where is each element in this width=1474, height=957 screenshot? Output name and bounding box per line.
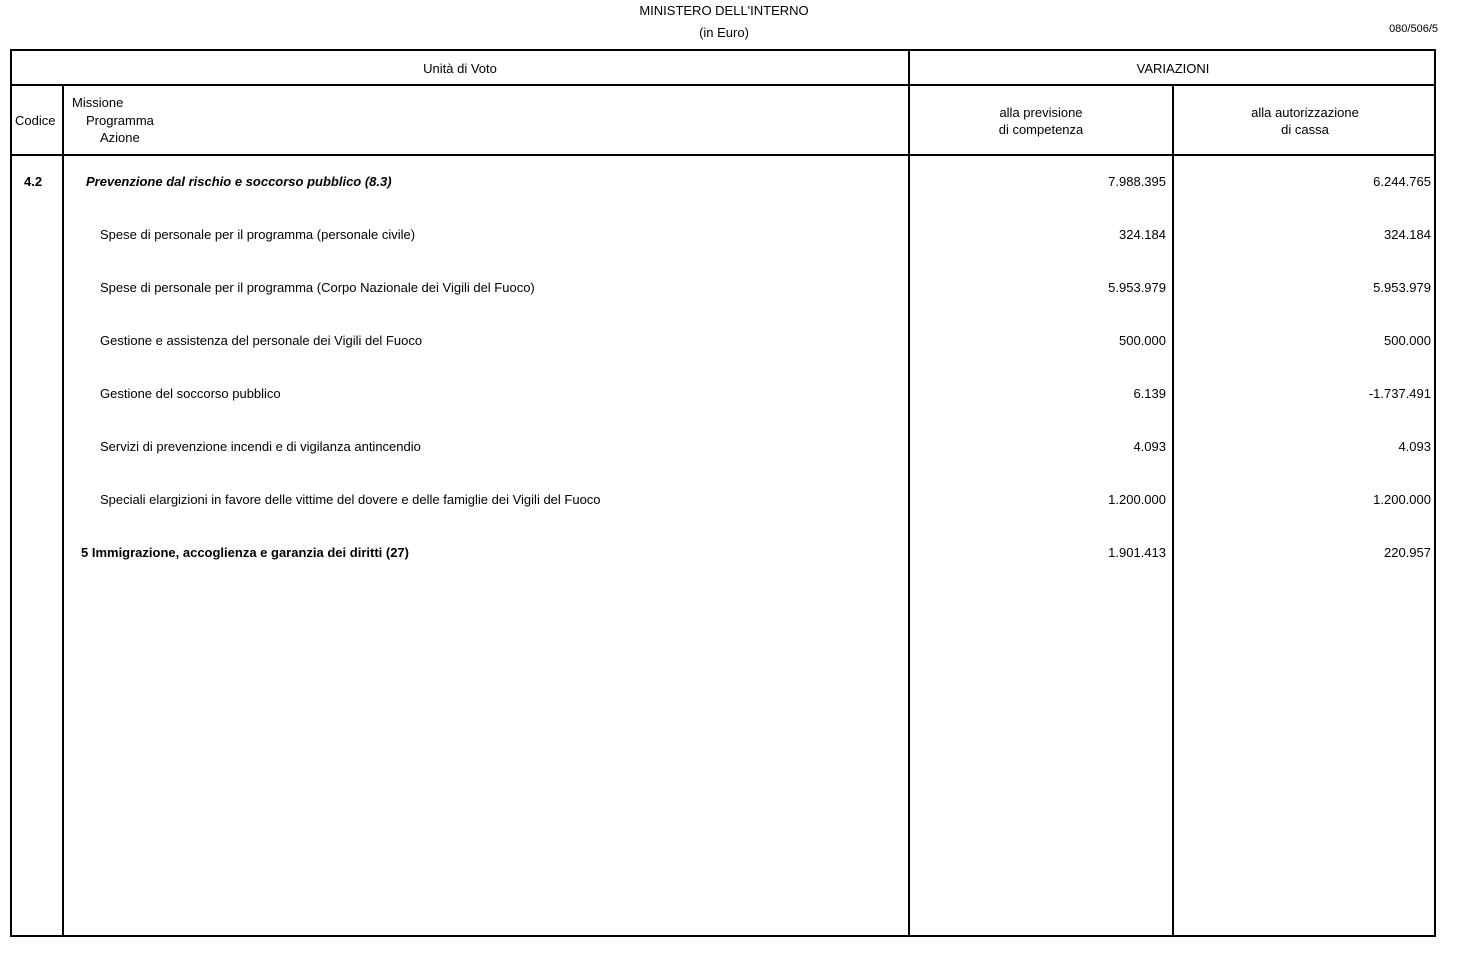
row-previsione: 4.093: [1133, 439, 1166, 454]
header-previsione-line2: di competenza: [998, 122, 1084, 137]
header-divider-top: [10, 84, 1436, 86]
header-missione: Missione: [72, 95, 124, 110]
row-label-azione: Servizi di prevenzione incendi e di vigilanza antincendio: [100, 439, 421, 454]
row-cassa: 220.957: [1384, 545, 1431, 560]
row-previsione: 5.953.979: [1108, 280, 1166, 295]
header-variazioni: VARIAZIONI: [1136, 61, 1210, 76]
header-unita-di-voto: Unità di Voto: [423, 61, 497, 76]
row-label-azione: Gestione del soccorso pubblico: [100, 386, 281, 401]
row-label-azione: Spese di personale per il programma (personale civile): [100, 227, 416, 242]
document-reference: 080/506/5: [1389, 23, 1438, 35]
row-label-azione: Gestione e assistenza del personale dei Vigili del Fuoco: [100, 333, 423, 348]
row-cassa: 324.184: [1384, 227, 1431, 242]
header-cassa-line2: di cassa: [1281, 122, 1329, 137]
row-label-azione: Speciali elargizioni in favore delle vittime del dovere e delle famiglie dei Vigili del Fuoco: [100, 492, 601, 507]
header-cassa-line1: alla autorizzazione: [1251, 105, 1359, 120]
row-codice: 4.2: [24, 174, 43, 189]
row-label-azione: Spese di personale per il programma (Corpo Nazionale dei Vigili del Fuoco): [100, 280, 535, 295]
row-cassa: 1.200.000: [1373, 492, 1431, 507]
page-title: MINISTERO DELL'INTERNO: [639, 3, 809, 18]
column-divider-variazioni: [908, 50, 910, 936]
row-label-programma: Prevenzione dal rischio e soccorso pubblico (8.3): [86, 174, 392, 189]
header-previsione-line1: alla previsione: [999, 105, 1083, 120]
row-previsione: 500.000: [1119, 333, 1166, 348]
column-divider-cassa: [1172, 85, 1174, 936]
header-azione: Azione: [100, 130, 140, 145]
header-codice: Codice: [15, 113, 56, 128]
row-previsione: 1.200.000: [1108, 492, 1166, 507]
header-divider-bottom: [10, 154, 1436, 156]
column-divider-codice: [62, 85, 64, 936]
row-previsione: 6.139: [1133, 386, 1166, 401]
row-cassa: 4.093: [1398, 439, 1431, 454]
header-programma: Programma: [86, 113, 154, 128]
row-previsione: 7.988.395: [1108, 174, 1166, 189]
page-subtitle: (in Euro): [699, 25, 749, 40]
row-previsione: 324.184: [1119, 227, 1166, 242]
row-cassa: -1.737.491: [1368, 386, 1431, 401]
row-cassa: 500.000: [1384, 333, 1431, 348]
row-label-missione: 5 Immigrazione, accoglienza e garanzia dei diritti (27): [81, 545, 409, 560]
row-previsione: 1.901.413: [1108, 545, 1166, 560]
row-cassa: 5.953.979: [1373, 280, 1431, 295]
row-cassa: 6.244.765: [1373, 174, 1431, 189]
